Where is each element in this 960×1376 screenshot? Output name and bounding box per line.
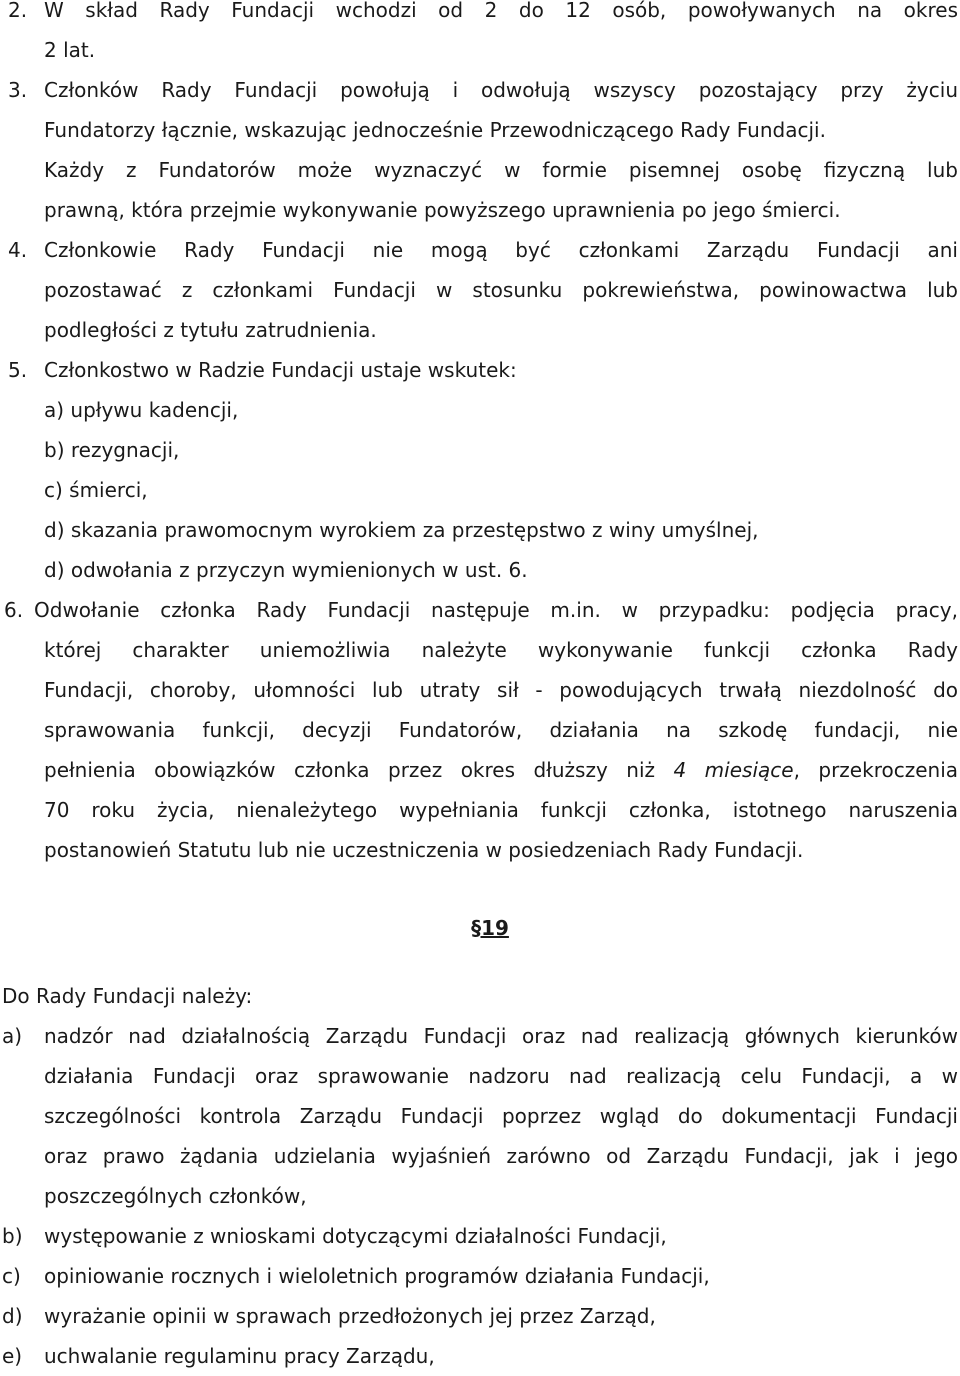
section-heading: §19 <box>471 916 509 940</box>
text-line: Fundatorzy łącznie, wskazując jednocześnie Przewodniczącego Rady Fundacji. <box>44 118 826 142</box>
text-line: W skład Rady Fundacji wchodzi od 2 do 12 osób, powoływanych na okres <box>44 0 958 22</box>
text-line: sprawowania funkcji, decyzji Fundatorów, działania na szkodę fundacji, nie <box>44 718 958 742</box>
text-line: Odwołanie członka Rady Fundacji następuje m.in. w przypadku: podjęcia pracy, <box>34 598 958 622</box>
text-run: , przekroczenia <box>793 758 959 782</box>
paragraph-item-4 <box>0 230 960 350</box>
paragraph-item-3 <box>0 70 960 230</box>
text-line: Członkostwo w Radzie Fundacji ustaje wskutek: <box>44 358 517 382</box>
item-letter: b) <box>2 1224 23 1248</box>
text-line: oraz prawo żądania udzielania wyjaśnień zarówno od Zarządu Fundacji, jak i jego <box>44 1144 958 1168</box>
text-line: Fundacji, choroby, ułomności lub utraty sił - powodujących trwałą niezdolność do <box>44 678 958 702</box>
duty-item-c <box>0 1256 960 1296</box>
text-line: poszczególnych członków, <box>44 1184 307 1208</box>
text-line: postanowień Statutu lub nie uczestniczenia w posiedzeniach Rady Fundacji. <box>44 838 804 862</box>
item-letter: c) <box>2 1264 21 1288</box>
text-line: działania Fundacji oraz sprawowanie nadzoru nad realizacją celu Fundacji, a w <box>44 1064 958 1088</box>
text-line: uchwalanie regulaminu pracy Zarządu, <box>44 1344 435 1368</box>
text-line: 70 roku życia, nienależytego wypełniania funkcji członka, istotnego naruszenia <box>44 798 958 822</box>
item-number: 5. <box>8 358 28 382</box>
text-line: nadzór nad działalnością Zarządu Fundacji oraz nad realizacją głównych kierunków <box>44 1024 958 1048</box>
duty-item-b <box>0 1216 960 1256</box>
item-number: 4. <box>8 238 28 262</box>
text-line: Członków Rady Fundacji powołują i odwołują wszyscy pozostający przy życiu <box>44 78 958 102</box>
item-number: 6. <box>4 598 24 622</box>
text-line: podległości z tytułu zatrudnienia. <box>44 318 377 342</box>
text-line: występowanie z wnioskami dotyczącymi działalności Fundacji, <box>44 1224 667 1248</box>
text-line: opiniowanie rocznych i wieloletnich programów działania Fundacji, <box>44 1264 710 1288</box>
text-line: prawną, która przejmie wykonywanie powyższego uprawnienia po jego śmierci. <box>44 198 841 222</box>
paragraph-item-6 <box>0 590 960 870</box>
sub-item: a) upływu kadencji, <box>44 398 239 422</box>
sub-item: d) odwołania z przyczyn wymienionych w ust. 6. <box>44 558 528 582</box>
paragraph-item-2 <box>0 0 960 70</box>
emphasis-duration: 4 miesiące <box>673 758 794 782</box>
text-line: szczególności kontrola Zarządu Fundacji poprzez wgląd do dokumentacji Fundacji <box>44 1104 958 1128</box>
item-letter: d) <box>2 1304 23 1328</box>
text-line <box>44 750 958 790</box>
sub-item: d) skazania prawomocnym wyrokiem za przestępstwo z winy umyślnej, <box>44 518 759 542</box>
item-letter: e) <box>2 1344 23 1368</box>
paragraph-item-5 <box>0 350 960 590</box>
section-intro: Do Rady Fundacji należy: <box>2 984 253 1008</box>
text-line: pozostawać z członkami Fundacji w stosunku pokrewieństwa, powinowactwa lub <box>44 278 958 302</box>
sub-item: c) śmierci, <box>44 478 148 502</box>
item-number: 3. <box>8 78 28 102</box>
item-letter: a) <box>2 1024 23 1048</box>
item-number: 2. <box>8 0 28 22</box>
duty-item-a <box>0 1016 960 1216</box>
duty-item-e <box>0 1336 960 1376</box>
text-line: 2 lat. <box>44 38 96 62</box>
sub-item: b) rezygnacji, <box>44 438 180 462</box>
text-run: pełnienia obowiązków członka przez okres dłuższy niż <box>44 758 674 782</box>
duty-item-d <box>0 1296 960 1336</box>
text-line: wyrażanie opinii w sprawach przedłożonych jej przez Zarząd, <box>44 1304 656 1328</box>
text-line: Członkowie Rady Fundacji nie mogą być członkami Zarządu Fundacji ani <box>44 238 958 262</box>
text-line: Każdy z Fundatorów może wyznaczyć w formie pisemnej osobę fizyczną lub <box>44 158 958 182</box>
text-line: której charakter uniemożliwia należyte wykonywanie funkcji członka Rady <box>44 638 958 662</box>
